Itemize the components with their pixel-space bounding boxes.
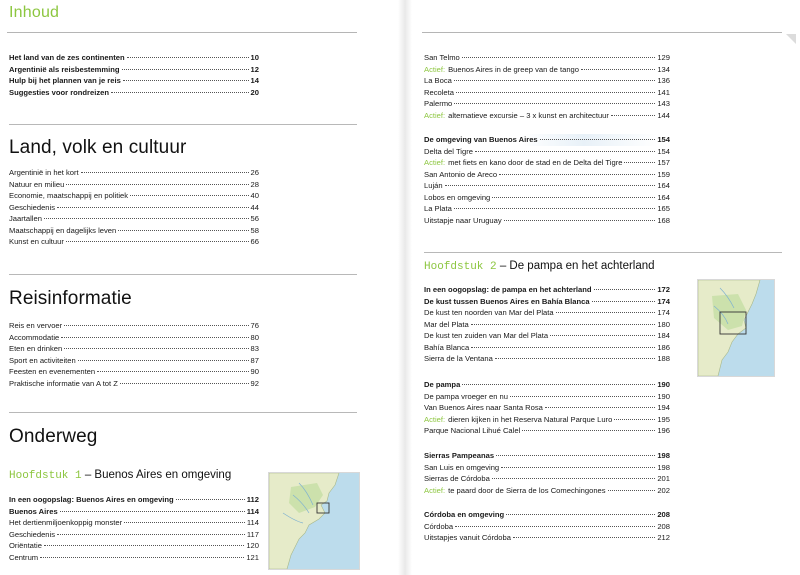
- toc-entry-title: Bahía Blanca: [424, 342, 470, 352]
- book-gutter: [398, 0, 412, 575]
- toc-entry-page: 188: [657, 354, 670, 363]
- dot-leader: [40, 557, 244, 558]
- actief-label: Actief:: [424, 158, 446, 167]
- toc-entry: [424, 450, 670, 462]
- toc-entry-title: Sierras de Córdoba: [424, 474, 490, 483]
- toc-entry-page: 196: [657, 426, 670, 435]
- toc-entry: [9, 529, 259, 541]
- toc-entry-page: 202: [657, 485, 670, 495]
- toc-entry: [9, 236, 259, 248]
- toc-entry-title: Argentinië als reisbestemming: [9, 64, 120, 74]
- toc-entry-page: 190: [657, 380, 670, 389]
- toc-entry: [9, 355, 259, 367]
- toc-entry-title: Feesten en evenementen: [9, 367, 96, 376]
- toc-entry-page: 154: [657, 146, 670, 156]
- toc-entry-title: Maatschappij en dagelijks leven: [9, 225, 117, 235]
- dot-leader: [501, 467, 655, 468]
- dot-leader: [492, 478, 655, 479]
- toc-entry-title: Buenos Aires: [9, 506, 58, 516]
- dot-leader: [57, 534, 245, 535]
- toc-entry-page: 180: [657, 319, 670, 329]
- toc-entry-title: Recoleta: [424, 87, 454, 97]
- toc-entry-page: 184: [657, 331, 670, 340]
- dot-leader: [445, 185, 656, 186]
- chapter-2-toc: [424, 284, 670, 365]
- dot-leader: [545, 407, 655, 408]
- toc-entry-page: 186: [657, 342, 670, 352]
- toc-entry-page: 144: [657, 110, 670, 120]
- actief-label: Actief:: [424, 64, 446, 74]
- dot-leader: [499, 174, 655, 175]
- chapter-1-label: Hoofdstuk 1: [9, 470, 82, 482]
- toc-entry-title: Córdoba: [424, 521, 454, 531]
- toc-entry: [424, 379, 670, 391]
- toc-entry-page: 121: [246, 552, 259, 562]
- dot-leader: [60, 511, 245, 512]
- toc-entry-page: 28: [250, 179, 259, 189]
- toc-entry-title: Lobos en omgeving: [424, 192, 491, 202]
- toc-entry-title: Het dertienmiljoenkoppig monster: [9, 518, 123, 527]
- sierras-toc: [424, 450, 670, 496]
- dot-leader: [556, 312, 656, 313]
- toc-entry: [424, 532, 670, 544]
- toc-entry: [9, 366, 259, 378]
- toc-entry-page: 164: [657, 192, 670, 202]
- toc-entry-title: Centrum: [9, 552, 39, 562]
- toc-entry: [9, 75, 259, 87]
- toc-entry-title: In een oogopslag: de pampa en het achterland: [424, 285, 592, 294]
- toc-entry-page: 14: [250, 76, 259, 85]
- toc-entry: [9, 517, 259, 529]
- dot-leader: [64, 325, 248, 326]
- chapter-1-title: – Buenos Aires en omgeving: [81, 469, 232, 481]
- toc-entry: [424, 307, 670, 319]
- toc-entry: [424, 509, 670, 521]
- toc-entry-title: De kust ten noorden van Mar del Plata: [424, 308, 554, 317]
- toc-entry: [9, 202, 259, 214]
- dot-leader: [61, 337, 248, 338]
- section-divider: [9, 274, 357, 275]
- toc-entry-page: 201: [657, 474, 670, 483]
- toc-entry-title: Uitstapje naar Uruguay: [424, 215, 502, 225]
- dot-leader: [64, 348, 248, 349]
- dot-leader: [492, 197, 655, 198]
- dot-leader: [44, 545, 244, 546]
- toc-entry: [424, 192, 670, 204]
- toc-entry: [424, 485, 670, 497]
- dot-leader: [506, 514, 655, 515]
- toc-entry: [424, 75, 670, 87]
- toc-entry-title: San Antonio de Areco: [424, 169, 498, 179]
- toc-entry-title: Suggesties voor rondreizen: [9, 87, 110, 97]
- toc-entry: [424, 157, 670, 169]
- toc-entry-title: De kust ten zuiden van Mar del Plata: [424, 331, 549, 340]
- toc-entry-page: 117: [246, 529, 259, 539]
- toc-entry-page: 212: [657, 533, 670, 542]
- dot-leader: [504, 220, 656, 221]
- toc-entry-page: 114: [246, 506, 259, 516]
- dot-leader: [57, 207, 249, 208]
- toc-entry-page: 26: [250, 168, 259, 177]
- dot-leader: [550, 335, 655, 336]
- toc-entry-title: Jaartallen: [9, 214, 42, 223]
- dot-leader: [592, 301, 656, 302]
- dot-leader: [118, 230, 248, 231]
- toc-entry-page: 159: [657, 169, 670, 179]
- toc-entry-title: Palermo: [424, 99, 453, 108]
- section-title-onderweg: Onderweg: [9, 426, 98, 447]
- toc-entry-title: Oriëntatie: [9, 541, 42, 550]
- toc-entry-page: 76: [250, 321, 259, 330]
- toc-entry-page: 66: [250, 237, 259, 246]
- toc-entry-title: Van Buenos Aires naar Santa Rosa: [424, 403, 543, 412]
- dot-leader: [594, 289, 656, 290]
- toc-entry: [9, 332, 259, 344]
- toc-entry-page: 44: [250, 202, 259, 212]
- toc-entry: [9, 213, 259, 225]
- toc-entry-page: 143: [657, 99, 670, 108]
- pampa-toc: [424, 379, 670, 437]
- dot-leader: [122, 69, 249, 70]
- toc-entry: [424, 87, 670, 99]
- toc-entry-page: 80: [250, 332, 259, 342]
- toc-entry: [424, 353, 670, 365]
- toc-entry: [424, 110, 670, 122]
- toc-entry-page: 195: [657, 414, 670, 424]
- toc-entry-title: Geschiedenis: [9, 529, 56, 539]
- toc-entry-page: 208: [657, 521, 670, 531]
- dot-leader: [78, 360, 249, 361]
- dot-leader: [522, 430, 655, 431]
- toc-entry: [424, 180, 670, 192]
- dot-leader: [120, 383, 249, 384]
- toc-entry-page: 112: [246, 495, 259, 504]
- omgeving-toc: [424, 134, 670, 226]
- toc-entry: [424, 146, 670, 158]
- toc-entry-page: 58: [250, 225, 259, 235]
- toc-entry-title: De pampa: [424, 380, 461, 389]
- toc-entry-title: Economie, maatschappij en politiek: [9, 191, 129, 200]
- dot-leader: [123, 80, 249, 81]
- dot-leader: [127, 57, 249, 58]
- map-argentina-buenos-aires: [268, 472, 360, 570]
- toc-entry-title: Sierras Pampeanas: [424, 451, 495, 460]
- chapter-2-title: – De pampa en het achterland: [496, 260, 655, 272]
- toc-entry: [9, 190, 259, 202]
- toc-entry-title: La Boca: [424, 76, 452, 85]
- dot-leader: [614, 419, 655, 420]
- toc-entry-title: dieren kijken in het Reserva Natural Parque Luro: [448, 414, 613, 424]
- toc-entry: [424, 319, 670, 331]
- toc-entry-title: De kust tussen Buenos Aires en Bahía Blanca: [424, 296, 590, 306]
- toc-entry: [9, 378, 259, 390]
- toc-entry-page: 157: [657, 158, 670, 167]
- toc-entry-title: Accommodatie: [9, 332, 60, 342]
- toc-entry-title: Parque Nacional Lihué Calel: [424, 426, 521, 435]
- section-divider: [9, 412, 357, 413]
- toc-entry: [424, 215, 670, 227]
- dot-leader: [496, 455, 655, 456]
- toc-entry-page: 190: [657, 391, 670, 401]
- dot-leader: [540, 139, 656, 140]
- toc-entry-title: Natuur en milieu: [9, 179, 65, 189]
- toc-entry-page: 168: [657, 215, 670, 225]
- toc-entry: [424, 425, 670, 437]
- dot-leader: [455, 526, 655, 527]
- toc-entry-page: 10: [250, 53, 259, 62]
- actief-label: Actief:: [424, 485, 446, 495]
- toc-entry-title: Luján: [424, 181, 443, 190]
- dot-leader: [456, 92, 655, 93]
- toc-entry-page: 120: [246, 541, 259, 550]
- actief-label: Actief:: [424, 414, 446, 424]
- dot-leader: [581, 69, 655, 70]
- dot-leader: [510, 396, 655, 397]
- toc-entry: [424, 64, 670, 76]
- toc-entry: [9, 494, 259, 506]
- toc-entry-page: 174: [657, 296, 670, 306]
- chapter-1-toc-continued: [424, 52, 670, 121]
- toc-entry: [9, 225, 259, 237]
- dot-leader: [97, 371, 248, 372]
- toc-entry-page: 20: [250, 87, 259, 97]
- toc-entry: [424, 402, 670, 414]
- toc-entry-page: 83: [250, 344, 259, 353]
- toc-entry: [9, 320, 259, 332]
- toc-entry-page: 90: [250, 367, 259, 376]
- toc-entry-page: 87: [250, 355, 259, 365]
- toc-entry-page: 129: [657, 53, 670, 62]
- dot-leader: [176, 499, 245, 500]
- toc-entry: [9, 552, 259, 564]
- dot-leader: [611, 115, 655, 116]
- dot-leader: [462, 384, 655, 385]
- toc-entry: [424, 391, 670, 403]
- chapter-2-heading: [424, 260, 655, 273]
- dot-leader: [130, 195, 249, 196]
- toc-entry-page: 174: [657, 308, 670, 317]
- dot-leader: [471, 324, 656, 325]
- toc-entry: [424, 98, 670, 110]
- toc-entry-title: De omgeving van Buenos Aires: [424, 135, 538, 144]
- toc-entry-title: Delta del Tigre: [424, 146, 473, 156]
- toc-entry-page: 92: [250, 378, 259, 388]
- toc-entry-title: De pampa vroeger en nu: [424, 391, 509, 401]
- toc-entry: [9, 167, 259, 179]
- toc-entry-page: 164: [657, 181, 670, 190]
- chapter-1-toc: [9, 494, 259, 563]
- actief-label: Actief:: [424, 110, 446, 120]
- dot-leader: [81, 172, 249, 173]
- page-title: Inhoud: [9, 4, 60, 21]
- toc-entry-title: San Luis en omgeving: [424, 462, 500, 472]
- header-rule-left: [7, 32, 357, 33]
- toc-entry-page: 40: [250, 191, 259, 200]
- toc-entry-page: 154: [657, 135, 670, 144]
- toc-entry-title: Het land van de zes continenten: [9, 53, 125, 62]
- toc-entry-title: te paard door de Sierra de los Comechingones: [448, 485, 606, 495]
- dot-leader: [475, 151, 655, 152]
- toc-entry-title: Uitstapjes vanuit Córdoba: [424, 533, 511, 542]
- toc-entry: [424, 296, 670, 308]
- header-rule-right: [422, 32, 782, 33]
- toc-entry-title: San Telmo: [424, 53, 460, 62]
- toc-entry: [424, 342, 670, 354]
- toc-entry: [424, 203, 670, 215]
- dot-leader: [454, 80, 655, 81]
- dot-leader: [66, 241, 249, 242]
- dot-leader: [608, 490, 656, 491]
- toc-entry: [9, 87, 259, 99]
- dot-leader: [44, 218, 249, 219]
- toc-entry-title: Hulp bij het plannen van je reis: [9, 76, 121, 85]
- dot-leader: [495, 358, 656, 359]
- toc-entry-title: alternatieve excursie – 3 x kunst en architectuur: [448, 110, 609, 120]
- toc-entry: [424, 462, 670, 474]
- toc-entry: [424, 284, 670, 296]
- reis-toc: [9, 320, 259, 389]
- toc-entry-page: 136: [657, 76, 670, 85]
- toc-entry-page: 208: [657, 510, 670, 519]
- toc-entry-title: Mar del Plata: [424, 319, 469, 329]
- dot-leader: [462, 57, 656, 58]
- toc-entry: [424, 473, 670, 485]
- dot-leader: [624, 162, 655, 163]
- toc-entry-page: 114: [246, 518, 259, 527]
- toc-entry: [9, 52, 259, 64]
- toc-entry-page: 56: [250, 214, 259, 223]
- toc-entry-page: 165: [657, 204, 670, 213]
- section-title-land: Land, volk en cultuur: [9, 137, 187, 158]
- toc-entry-title: Sierra de la Ventana: [424, 354, 493, 363]
- chapter-1-heading: [9, 469, 231, 482]
- toc-entry: [9, 179, 259, 191]
- toc-entry-title: In een oogopslag: Buenos Aires en omgeving: [9, 495, 174, 504]
- toc-entry: [424, 414, 670, 426]
- section-title-reisinformatie: Reisinformatie: [9, 288, 132, 309]
- dot-leader: [454, 103, 655, 104]
- toc-entry-title: Buenos Aires in de greep van de tango: [448, 64, 579, 74]
- toc-entry: [424, 521, 670, 533]
- section-divider: [9, 124, 357, 125]
- toc-entry-page: 194: [657, 403, 670, 412]
- toc-entry-title: Eten en drinken: [9, 344, 63, 353]
- toc-entry-title: Reis en vervoer: [9, 321, 63, 330]
- cordoba-toc: [424, 509, 670, 544]
- map-argentina-pampa: [697, 279, 775, 377]
- toc-entry: [424, 52, 670, 64]
- toc-entry-page: 134: [657, 64, 670, 74]
- toc-entry-page: 198: [657, 462, 670, 472]
- toc-entry: [424, 330, 670, 342]
- toc-entry: [424, 134, 670, 146]
- toc-entry-title: Praktische informatie van A tot Z: [9, 378, 118, 388]
- toc-entry-title: met fiets en kano door de stad en de Delta del Tigre: [448, 158, 623, 167]
- dot-leader: [471, 347, 655, 348]
- toc-entry: [9, 540, 259, 552]
- toc-entry-page: 172: [657, 285, 670, 294]
- toc-entry-title: Geschiedenis: [9, 202, 56, 212]
- toc-entry-title: Sport en activiteiten: [9, 355, 76, 365]
- toc-entry: [9, 506, 259, 518]
- dot-leader: [513, 537, 655, 538]
- dot-leader: [454, 208, 655, 209]
- toc-entry: [9, 343, 259, 355]
- intro-toc: [9, 52, 259, 98]
- dot-leader: [66, 184, 248, 185]
- page-corner: [786, 34, 796, 44]
- toc-entry-title: Argentinië in het kort: [9, 168, 79, 177]
- toc-entry-title: La Plata: [424, 204, 452, 213]
- toc-entry-title: Córdoba en omgeving: [424, 510, 505, 519]
- toc-entry-page: 198: [657, 451, 670, 460]
- toc-entry-page: 12: [250, 64, 259, 74]
- chapter-2-label: Hoofdstuk 2: [424, 261, 497, 273]
- toc-entry-title: Kunst en cultuur: [9, 237, 64, 246]
- toc-entry: [424, 169, 670, 181]
- section-divider: [424, 252, 782, 253]
- toc-entry-page: 141: [657, 87, 670, 97]
- toc-entry: [9, 64, 259, 76]
- land-toc: [9, 167, 259, 248]
- dot-leader: [124, 522, 245, 523]
- dot-leader: [111, 92, 249, 93]
